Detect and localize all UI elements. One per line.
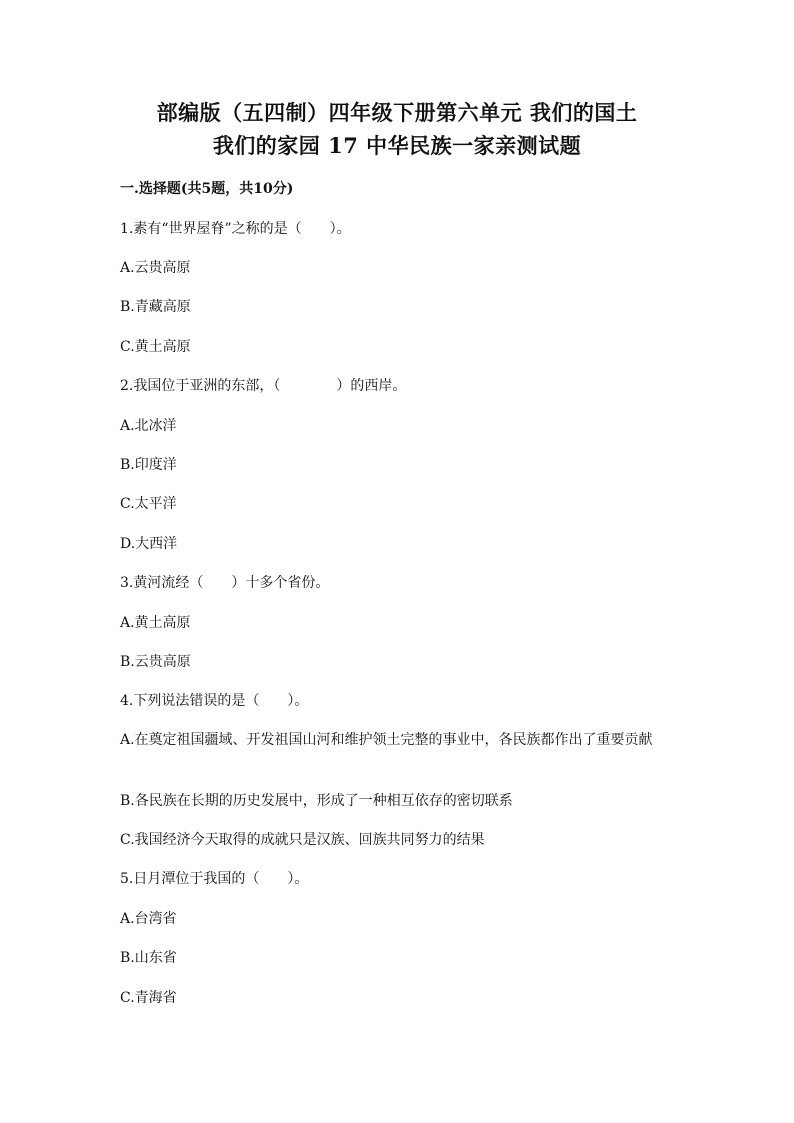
section-heading: 一.选择题(共5题，共10分) xyxy=(120,181,294,197)
question-5-option-c: C.青海省 xyxy=(120,990,177,1006)
question-5-option-a: A.台湾省 xyxy=(120,911,177,927)
question-5-stem: 5.日月潭位于我国的（ ）。 xyxy=(120,871,309,887)
question-2-option-b: B.印度洋 xyxy=(120,457,177,473)
question-4-option-a: A.在奠定祖国疆域、开发祖国山河和维护领土完整的事业中，各民族都作出了重要贡献 xyxy=(120,732,653,748)
question-2-option-d: D.大西洋 xyxy=(120,536,178,552)
question-1-option-a: A.云贵高原 xyxy=(120,260,191,276)
question-5-option-b: B.山东省 xyxy=(120,950,177,966)
question-1-option-c: C.黄土高原 xyxy=(120,339,191,355)
question-3-option-a: A.黄土高原 xyxy=(120,615,191,631)
question-1-stem: 1.素有“世界屋脊”之称的是（ ）。 xyxy=(120,221,351,237)
question-3-option-b: B.云贵高原 xyxy=(120,654,191,670)
page-title-line-1: 部编版（五四制）四年级下册第六单元 我们的国土 xyxy=(156,100,638,125)
question-4-stem: 4.下列说法错误的是（ ）。 xyxy=(120,693,309,709)
question-2-option-c: C.太平洋 xyxy=(120,496,177,512)
question-4-option-c: C.我国经济今天取得的成就只是汉族、回族共同努力的结果 xyxy=(120,832,485,848)
question-2-option-a: A.北冰洋 xyxy=(120,418,177,434)
question-4-option-b: B.各民族在长期的历史发展中，形成了一种相互依存的密切联系 xyxy=(120,793,513,809)
question-1-option-b: B.青藏高原 xyxy=(120,299,191,315)
page-title-line-2: 我们的家园 17 中华民族一家亲测试题 xyxy=(212,133,582,158)
question-3-stem: 3.黄河流经（ ）十多个省份。 xyxy=(120,575,330,591)
question-2-stem: 2.我国位于亚洲的东部，（ ）的西岸。 xyxy=(120,378,407,394)
